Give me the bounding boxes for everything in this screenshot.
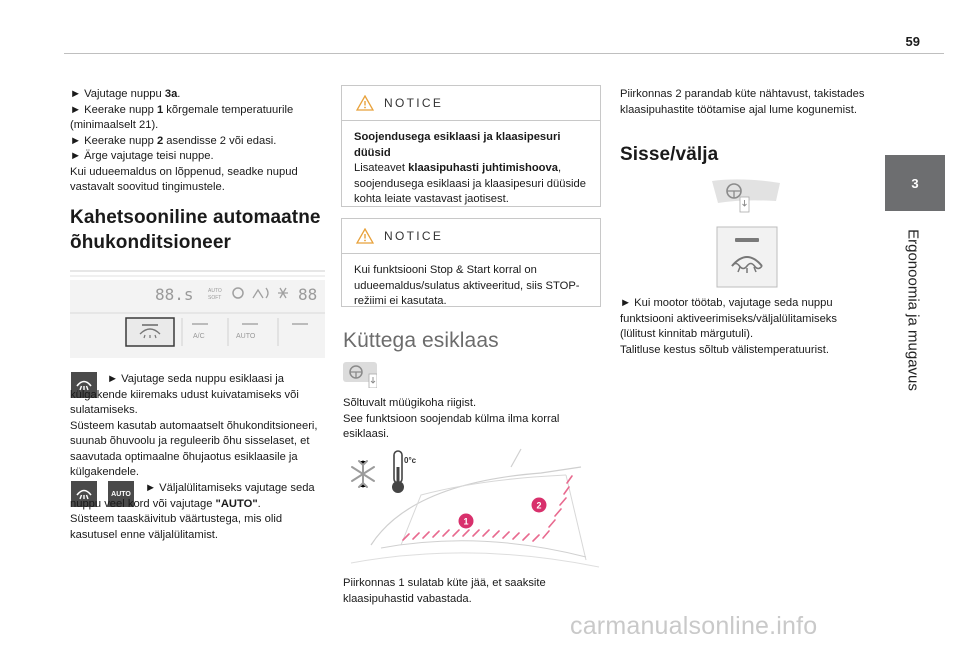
indicator-light xyxy=(735,238,759,242)
zone-1-caption: Piirkonnas 1 sulatab küte jää, et saaksite klaasipuhastid vabastada. xyxy=(343,577,546,605)
watermark: carmanualsonline.info xyxy=(570,612,818,640)
steering-wheel-country-icon-2 xyxy=(712,177,782,213)
page-number: 59 xyxy=(905,34,920,49)
intro-steps: ► Vajutage nuppu 3a. ► Keerake nupp 1 kõrgemale temperatuurile (minimaalselt 21). ► Keerake nupp 2 asendisse 2 või edasi. ► Ärge vajutage teisi nuppe. Kui udueemaldus on lõppenud, seadke nupud vastavalt soovitud tingimustele. xyxy=(70,88,298,193)
windscreen-illustration xyxy=(341,445,601,571)
temp-display-right: 88 xyxy=(298,285,318,304)
svg-text:2: 2 xyxy=(536,500,542,511)
steering-wheel-country-icon xyxy=(343,362,377,388)
section-heading-dual-zone: Kahetsooniline automaatne õhukonditsioneer xyxy=(70,207,321,253)
notice-title: Soojendusega esiklaasi ja klaasipesuri düüsid xyxy=(354,131,561,159)
svg-text:AUTO: AUTO xyxy=(236,333,256,340)
header-rule xyxy=(64,53,944,54)
section-heading-heated-windscreen: Küttega esiklaas xyxy=(343,329,499,352)
warning-triangle-icon xyxy=(356,95,374,111)
notice-label: NOTICE xyxy=(384,96,444,110)
svg-text:AUTO: AUTO xyxy=(208,288,222,294)
section-heading-on-off: Sisse/välja xyxy=(620,144,719,165)
thermometer-icon xyxy=(392,451,417,493)
svg-text:SOFT: SOFT xyxy=(208,295,222,301)
temp-display-left: 88.s xyxy=(155,285,194,304)
chapter-title: Ergonoomia ja mugavus xyxy=(904,228,922,391)
warning-triangle-icon xyxy=(356,228,374,244)
heated-windscreen-button-illustration xyxy=(716,226,778,288)
zone-2-description: Piirkonnas 2 parandab küte nähtavust, takistades klaasipuhastite töötamise ajal lume kogunemist. xyxy=(620,88,865,116)
notice-box-heated-windscreen: NOTICE Soojendusega esiklaasi ja klaasipesuri düüsid Lisateavet klaasipuhasti juhtimishoova, soojendusega esiklaasi ja klaasipesuri düüside kohta leiate vastavast jaotisest. xyxy=(341,85,601,207)
temperature-label: 0°c xyxy=(404,456,417,465)
notice-label: NOTICE xyxy=(384,229,444,243)
heated-windscreen-intro: Sõltuvalt müügikoha riigist. See funktsioon soojendab külma ilma korral esiklaasi. xyxy=(343,397,560,440)
deactivate-description: ► Väljalülitamiseks vajutage seda nuppu veel kord või vajutage "AUTO". Süsteem taaskäivitub väärtustega, mis olid kasutusel enne väljalülitamist. xyxy=(70,482,315,541)
auto-button-icon: AUTO xyxy=(108,481,134,507)
svg-text:1: 1 xyxy=(463,516,469,527)
snowflake-icon xyxy=(352,461,374,487)
climate-panel-illustration xyxy=(70,268,325,358)
chapter-tab[interactable]: 3 xyxy=(885,155,945,211)
on-off-description: ► Kui mootor töötab, vajutage seda nuppu funktsiooni aktiveerimiseks/väljalülitamiseks (lülitust kinnitab märgutuli). Talitluse kestus sõltub välistemperatuurist. xyxy=(620,297,837,356)
front-demist-button-highlight xyxy=(126,318,174,346)
svg-text:A/C: A/C xyxy=(193,333,205,340)
demist-description: ► Vajutage seda nuppu esiklaasi ja külgakende kiiremaks udust kuivatamiseks või sulatamiseks. Süsteem kasutab automaatselt õhukonditsioneeri, suunab õhuvoolu ja reguleerib õhu sisselaset, et saavutada optimaalne õhujaotus esiklaasile ja külgakendele. xyxy=(70,373,318,478)
notice-box-stop-start: NOTICE Kui funktsiooni Stop & Start korral on udueemaldus/sulatus aktiveeritud, siis STOP-režiimi ei kasutata. xyxy=(341,218,601,307)
